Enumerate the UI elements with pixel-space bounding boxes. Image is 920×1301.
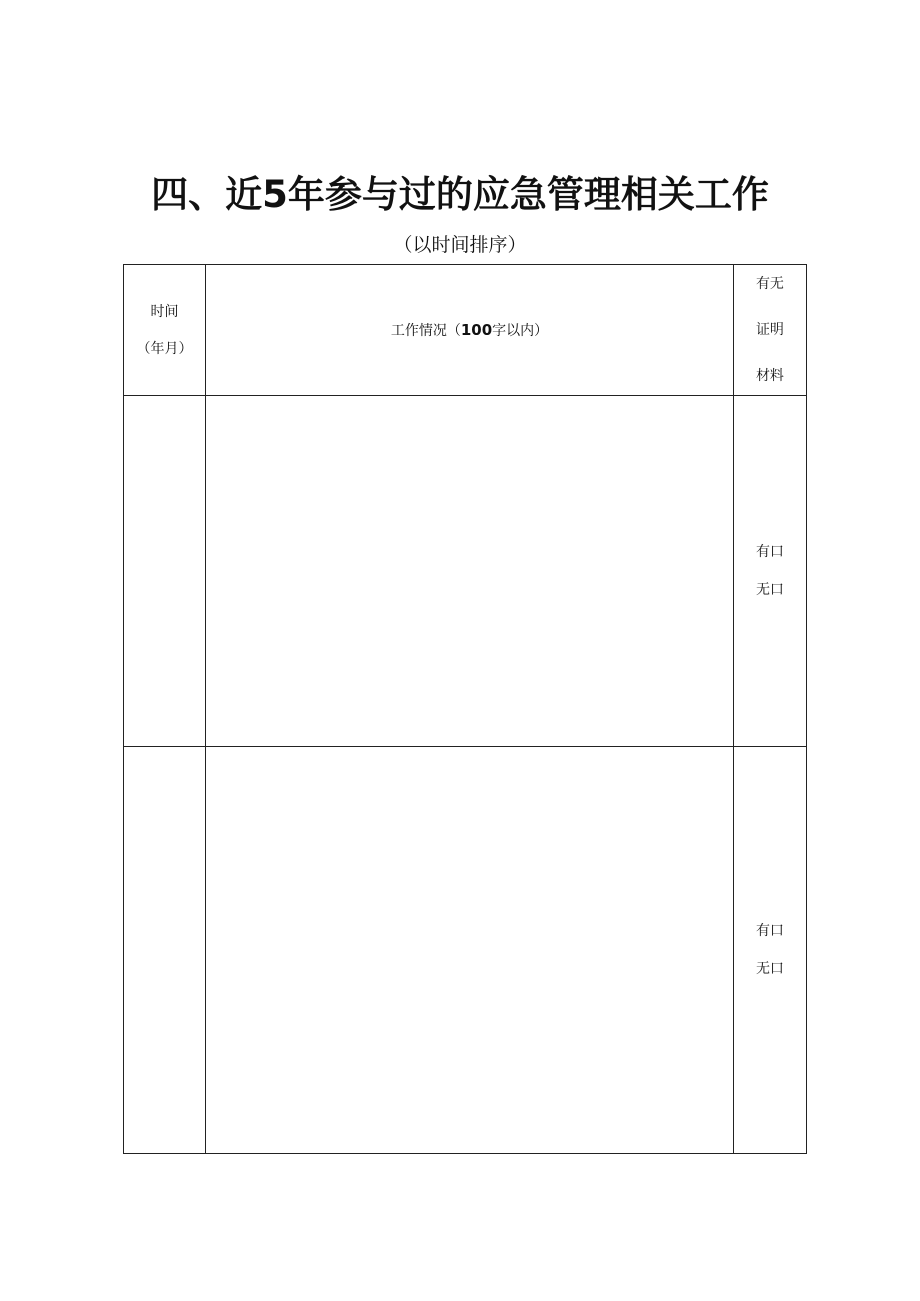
time-cell[interactable]: [124, 747, 206, 1154]
proof-options-cell: [733, 396, 806, 747]
proof-header-line-1: 有无: [755, 276, 784, 292]
work-description-cell[interactable]: [206, 396, 734, 747]
proof-yes-checkbox[interactable]: 有口: [755, 544, 784, 560]
time-header-label: 时间: [150, 303, 179, 320]
time-header-unit: （年月）: [136, 340, 193, 357]
work-header-limit: 100: [460, 321, 493, 339]
work-experience-table: [123, 264, 807, 1154]
proof-options-cell: [733, 747, 806, 1154]
proof-header-line-3: 材料: [755, 368, 784, 384]
proof-column-header: [733, 265, 806, 396]
proof-no-checkbox[interactable]: 无口: [755, 582, 784, 598]
time-cell[interactable]: [124, 396, 206, 747]
page-subtitle: （以时间排序）: [393, 234, 527, 256]
page-title: 四、近5年参与过的应急管理相关工作: [151, 173, 769, 216]
work-column-header: [206, 265, 734, 396]
proof-yes-checkbox[interactable]: 有口: [755, 923, 784, 939]
table-header-row: [124, 265, 807, 396]
work-description-cell[interactable]: [206, 747, 734, 1154]
work-header-prefix: 工作情况（: [390, 323, 461, 339]
table-row: [124, 396, 807, 747]
time-column-header: [124, 265, 206, 396]
work-header-suffix: 字以内）: [492, 323, 549, 339]
table-row: [124, 747, 807, 1154]
proof-header-line-2: 证明: [755, 322, 784, 338]
proof-no-checkbox[interactable]: 无口: [755, 961, 784, 977]
